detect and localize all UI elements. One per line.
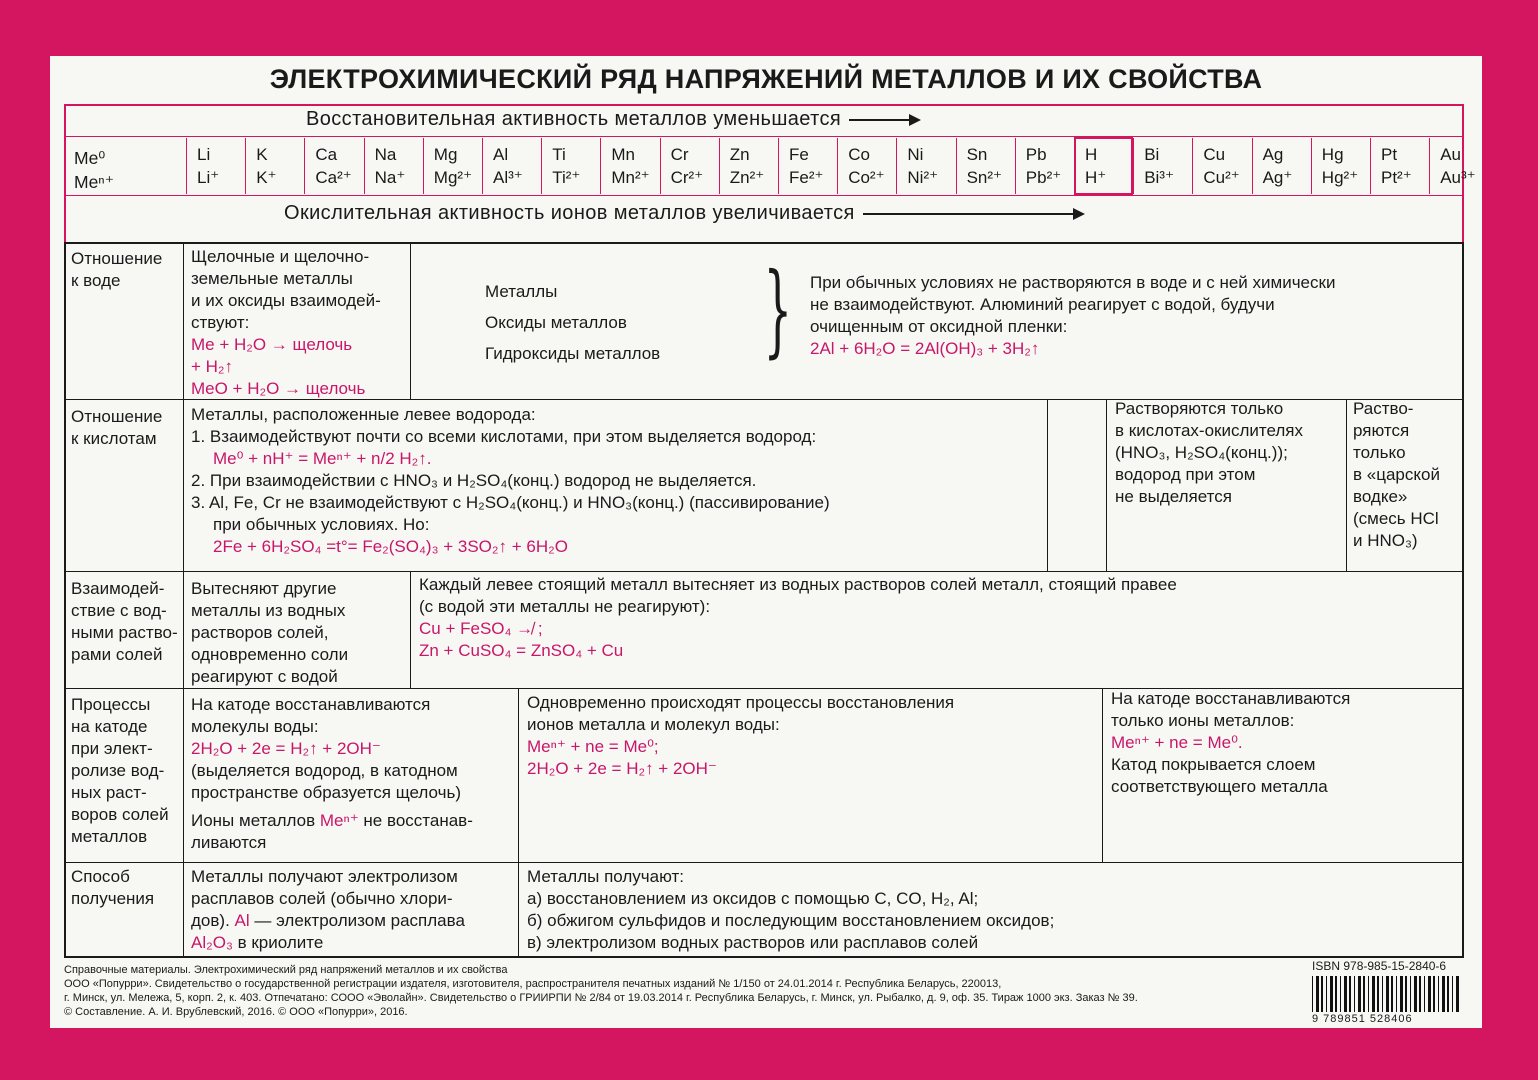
barcode-bar [1330, 976, 1333, 1012]
series-cell-2 [304, 138, 363, 194]
barcode-bar [1363, 976, 1365, 1012]
series-cell-6 [541, 138, 600, 194]
water-active-metals: Щелочные и щелочно- земельные металлы и их оксиды взаимодей- ствуют: Me + H₂O → щелочь + H₂↑ MeO + H₂O → щелочь [191, 247, 381, 398]
barcode-bar [1396, 976, 1397, 1012]
col-divider [1346, 399, 1347, 571]
ion-symbol: Pb²⁺ [1025, 168, 1062, 187]
series-cell-16 [1133, 138, 1192, 194]
barcode-bar [1372, 976, 1375, 1012]
ion-symbol: Ni²⁺ [907, 168, 939, 187]
cathode-right-text: На катоде восстанавливаются только ионы металлов: Meⁿ⁺ + ne = Me⁰. Катод покрывается слоем соответствующего металла [1111, 689, 1351, 796]
obtaining-left-text: Металлы получают электролизом расплавов солей (обычно хлори- дов). Al — электролизом расплава Al₂O₃ в криолите [191, 867, 465, 952]
table-border [1462, 242, 1464, 958]
band-bottom-text: Окислительная активность ионов металлов увеличивается [284, 202, 855, 224]
series-cell-10 [778, 138, 837, 194]
barcode-bar [1326, 976, 1327, 1012]
ion-symbol: Li⁺ [197, 168, 220, 187]
ion-symbol: Hg²⁺ [1321, 168, 1359, 187]
col-divider [410, 242, 411, 399]
metal-symbol: Ca [315, 145, 338, 164]
ion-symbol: Mn²⁺ [611, 168, 650, 187]
metal-symbol: Al [493, 145, 509, 164]
barcode-bar [1405, 976, 1407, 1012]
metal-symbol: Na [374, 145, 397, 164]
barcode-bar [1438, 976, 1439, 1012]
row-label-acids: Отношение к кислотам [71, 407, 163, 448]
barcode-bar [1354, 976, 1355, 1012]
metal-symbol: Zn [729, 145, 750, 164]
metal-symbol: Li [197, 145, 211, 164]
ion-symbol: Co²⁺ [848, 168, 885, 187]
row-label-water: Отношение к воде [71, 249, 163, 290]
series-cell-12 [896, 138, 955, 194]
ion-symbol: Ag⁺ [1262, 168, 1293, 187]
ion-symbol: Mg²⁺ [433, 168, 473, 187]
cathode-left-text: На катоде восстанавливаются молекулы воды: 2H₂O + 2e = H₂↑ + 2OH⁻ (выделяется водород, в катодном пространстве образуется щелочь) Ионы металлов Meⁿ⁺ не восстанав- ливаются [191, 695, 473, 852]
col-divider [183, 242, 184, 958]
frame-line [64, 104, 66, 244]
row-divider [64, 862, 1464, 863]
table-border [64, 242, 1464, 244]
brace-icon: } [763, 251, 793, 368]
frame-line [64, 195, 1464, 196]
barcode-bar [1382, 976, 1383, 1012]
cathode-middle-text: Одновременно происходят процессы восстановления ионов металла и молекул воды: Meⁿ⁺ + ne = Me⁰; 2H₂O + 2e = H₂↑ + 2OH⁻ [527, 693, 955, 778]
barcode-bar [1456, 976, 1459, 1012]
band-top-text: Восстановительная активность металлов уменьшается [306, 108, 842, 130]
ion-symbol: Au³⁺ [1440, 168, 1476, 187]
metal-symbol: Hg [1321, 145, 1344, 164]
row-label-men: Meⁿ⁺ [74, 172, 114, 192]
col-divider [1047, 399, 1048, 571]
barcode [1312, 976, 1462, 1012]
series-cell-11 [837, 138, 896, 194]
reference-sheet [50, 56, 1482, 1028]
series-cell-19 [1311, 138, 1370, 194]
series-cell-8 [660, 138, 719, 194]
barcode-bar [1349, 976, 1351, 1012]
metal-symbol: Mn [611, 145, 636, 164]
isbn: ISBN 978-985-15-2840-6 [1312, 959, 1447, 973]
acids-right-text: Растворяются только в кислотах-окислителях (HNO₃, H₂SO₄(конц.)); водород при этом не выделяется [1115, 399, 1304, 506]
barcode-bar [1391, 976, 1393, 1012]
barcode-bar [1419, 976, 1421, 1012]
barcode-bar [1428, 976, 1431, 1012]
metal-symbol: Fe [789, 145, 809, 164]
water-compound-list: Металлы Оксиды металлов Гидроксиды металлов [485, 282, 661, 363]
ion-symbol: Sn²⁺ [966, 168, 1003, 187]
series-cell-20 [1370, 138, 1429, 194]
barcode-bar [1321, 976, 1323, 1012]
series-cell-3 [364, 138, 423, 194]
barcode-bar [1344, 976, 1347, 1012]
salts-left-text: Вытесняют другие металлы из водных растворов солей, одновременно соли реагируют с водой [191, 579, 349, 686]
ion-symbol: Fe²⁺ [789, 168, 824, 187]
ion-symbol: Bi³⁺ [1144, 168, 1174, 187]
series-cell-21 [1429, 138, 1488, 194]
ion-symbol: Cu²⁺ [1203, 168, 1240, 187]
metal-symbol: Pb [1025, 145, 1047, 164]
metal-symbol: Ti [552, 145, 566, 164]
col-divider [1102, 688, 1103, 862]
acids-left-metals: Металлы, расположенные левее водорода: 1. Взаимодействуют почти со всеми кислотами, при этом выделяется водород: Me⁰ + nH⁺ = Meⁿ⁺ + n/2 H₂↑. 2. При взаимодействии с HNO₃ и H₂SO₄(конц.) водород не выделяется. 3. Al, Fe, Cr не взаимодействуют с H₂SO₄(конц.) и HNO₃(конц.) (пассивирование) при обычных условиях. Но: 2Fe + 6H₂SO₄ =t°= Fe₂(SO₄)₃ + 3SO₂↑ + 6H₂O [191, 405, 830, 556]
imprint-text: Справочные материалы. Электрохимический ряд напряжений металлов и их свойства ООО «Попурри». Свидетельство о государственной регистрации издателя, изготовителя, распространителя печатных изданий № 1/150 от 24.01.2014 г. Республика Беларусь, 220013, г. Минск, ул. Мележа, 5, корп. 2, к. 403. Отпечатано: СООО «Эволайн». Свидетельство о ГРИИРПИ № 2/84 от 19.03.2014 г. Республика Беларусь, г. Минск, ул. Рыбалко, д. 9, оф. 35. Тираж 1000 экз. Заказ № 39. © Составление. А. И. Врублевский, 2016. © ООО «Попурри», 2016. [64, 964, 1138, 1018]
table-border [64, 956, 1464, 958]
metal-symbol: Cr [670, 145, 689, 164]
metal-symbol: Au [1440, 145, 1461, 164]
series-cell-14 [1015, 138, 1074, 194]
barcode-bar [1433, 976, 1435, 1012]
series-cell-17 [1192, 138, 1251, 194]
ion-symbol: Al³⁺ [493, 168, 523, 187]
obtaining-right-text: Металлы получают: а) восстановлением из оксидов с помощью C, CO, H₂, Al; б) обжигом сульфидов и последующим восстановлением оксидов; в) электролизом водных растворов или расплавов солей [527, 867, 1055, 952]
col-divider [1106, 399, 1107, 571]
hydrogen-highlight [1074, 137, 1133, 195]
acids-aqua-regia-text: Раство- ряются только в «царской водке» (смесь HCl и HNO₃) [1353, 399, 1440, 550]
barcode-digits: 9 789851 528406 [1312, 1013, 1413, 1025]
barcode-bar [1368, 976, 1369, 1012]
salts-right-text: Каждый левее стоящий металл вытесняет из водных растворов солей металл, стоящий правее (с водой эти металлы не реагируют): Cu + FeSO₄ ↛ ; Zn + CuSO₄ = ZnSO₄ + Cu [419, 575, 1177, 660]
series-cell-13 [956, 138, 1015, 194]
metal-symbol: Co [848, 145, 870, 164]
barcode-bar [1424, 976, 1425, 1012]
ion-symbol: Na⁺ [374, 168, 406, 187]
metal-symbol: Cu [1203, 145, 1226, 164]
barcode-bar [1386, 976, 1389, 1012]
metal-symbol: Pt [1381, 145, 1398, 164]
oxidizing-activity-band [284, 202, 1083, 225]
barcode-bar [1335, 976, 1337, 1012]
metal-symbol: Mg [433, 145, 458, 164]
row-label-me0: Me⁰ [74, 148, 106, 168]
barcode-bar [1377, 976, 1379, 1012]
series-cell-7 [600, 138, 659, 194]
ion-symbol: K⁺ [256, 168, 277, 187]
ion-symbol: Ca²⁺ [315, 168, 352, 187]
barcode-bar [1358, 976, 1361, 1012]
metal-symbol: K [256, 145, 268, 164]
water-inactive-text: При обычных условиях не растворяются в воде и с ней химически не взаимодействуют. Алюминий реагирует с водой, будучи очищенным от оксидной пленки: 2Al + 6H₂O = 2Al(OH)₃ + 3H₂↑ [810, 273, 1336, 358]
col-divider [410, 571, 411, 688]
metal-symbol: Sn [966, 145, 988, 164]
frame-line [64, 104, 1464, 106]
series-cell-4 [423, 138, 482, 194]
barcode-bar [1452, 976, 1453, 1012]
barcode-bar [1442, 976, 1445, 1012]
frame-line [64, 136, 1464, 137]
row-divider [64, 571, 1464, 572]
metal-symbol: H [1085, 145, 1098, 164]
ion-symbol: Ti²⁺ [552, 168, 581, 187]
barcode-bar [1316, 976, 1319, 1012]
right-arrow-icon [863, 213, 1083, 215]
series-cell-9 [719, 138, 778, 194]
reducing-activity-band [306, 108, 919, 131]
row-label-cathode: Процессы на катоде при элект- ролизе вод- ных раст- воров солей металлов [71, 695, 169, 846]
series-cell-18 [1252, 138, 1311, 194]
ion-symbol: Pt²⁺ [1381, 168, 1412, 187]
barcode-bar [1400, 976, 1403, 1012]
col-divider [518, 688, 519, 958]
series-cell-1 [245, 138, 304, 194]
metal-symbol: Bi [1144, 145, 1160, 164]
right-arrow-icon [849, 119, 919, 121]
page-title: ЭЛЕКТРОХИМИЧЕСКИЙ РЯД НАПРЯЖЕНИЙ МЕТАЛЛОВ И ИХ СВОЙСТВА [269, 64, 1263, 94]
barcode-bar [1447, 976, 1449, 1012]
row-label-obtaining: Способ получения [71, 867, 155, 908]
series-cell-5 [482, 138, 541, 194]
ion-symbol: Zn²⁺ [729, 168, 765, 187]
barcode-bar [1340, 976, 1341, 1012]
series-cell-0 [186, 138, 245, 194]
metal-symbol: Ni [907, 145, 924, 164]
ion-symbol: Cr²⁺ [670, 168, 704, 187]
barcode-bar [1410, 976, 1411, 1012]
metal-symbol: Ag [1262, 145, 1284, 164]
row-label-salts: Взаимодей- ствие с вод- ными раство- рами солей [71, 579, 178, 664]
barcode-bar [1414, 976, 1417, 1012]
barcode-bar [1312, 976, 1313, 1012]
ion-symbol: H⁺ [1085, 168, 1107, 187]
